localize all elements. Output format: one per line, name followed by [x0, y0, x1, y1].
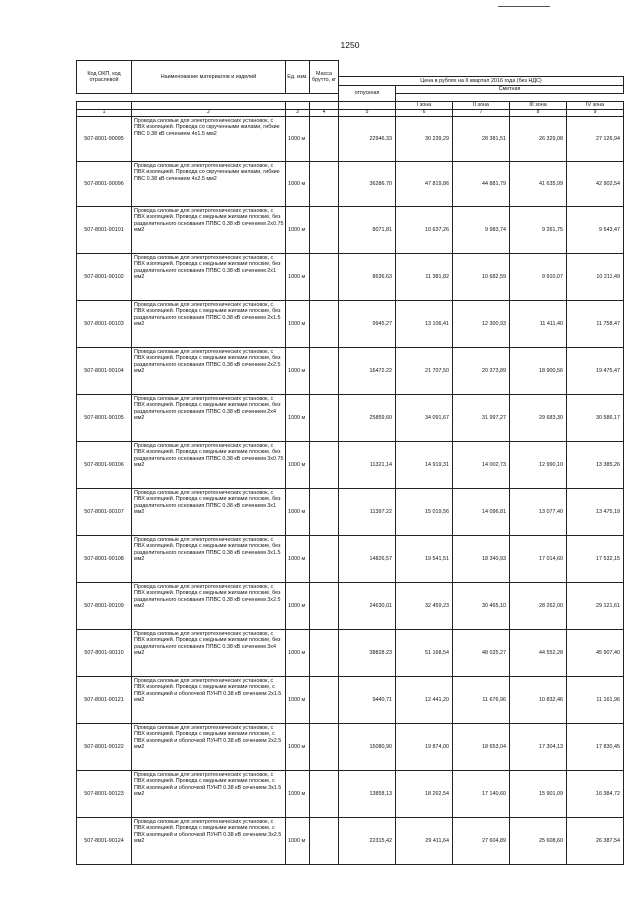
product-code: 507-8001-90121	[77, 677, 132, 724]
release-price: 8071,81	[339, 207, 396, 254]
zone4-price: 11 161,96	[567, 677, 624, 724]
col-number: 6	[396, 110, 453, 117]
table-row	[77, 395, 624, 442]
zone1-price: 18 262,54	[396, 771, 453, 818]
unit-cell: 1000 м	[286, 630, 310, 677]
zone3-price: 17 304,13	[510, 724, 567, 771]
unit-cell: 1000 м	[286, 254, 310, 301]
zone3-price: 25 608,60	[510, 818, 567, 865]
zone3-price: 11 411,40	[510, 301, 567, 348]
mass-cell	[310, 301, 339, 348]
zone2-price: 27 604,89	[453, 818, 510, 865]
product-name: Провода силовые для электротехнических установок, с ПВХ изоляцией. Провода со скрученными жилами, гибкие ПВС 0.38 кВ сечением 4х1.5 мм2	[132, 117, 286, 162]
header-zone1: I зона	[396, 102, 453, 110]
zone2-price: 18 653,04	[453, 724, 510, 771]
zone4-price: 13 385,26	[567, 442, 624, 489]
table-row	[77, 162, 624, 207]
header-unit: Ед. изм.	[286, 61, 310, 94]
zone4-price: 30 586,17	[567, 395, 624, 442]
mass-cell	[310, 818, 339, 865]
mass-cell	[310, 489, 339, 536]
unit-cell: 1000 м	[286, 489, 310, 536]
zone2-price: 12 300,93	[453, 301, 510, 348]
product-code: 507-8001-90095	[77, 117, 132, 162]
zone2-price: 20 373,89	[453, 348, 510, 395]
mass-cell	[310, 395, 339, 442]
mass-cell	[310, 162, 339, 207]
zone4-price: 17 532,15	[567, 536, 624, 583]
zone2-price: 48 025,27	[453, 630, 510, 677]
header-zone2: II зона	[453, 102, 510, 110]
unit-cell: 1000 м	[286, 771, 310, 818]
product-code: 507-8001-90107	[77, 489, 132, 536]
product-code: 507-8001-90124	[77, 818, 132, 865]
header-mass: Масса брутто, кг	[310, 61, 339, 94]
product-name: Провода силовые для электротехнических установок, с ПВХ изоляцией. Провода с медными жилами плоские, без разделительного основания ППВС 0.38 кВ сечением 3х0.75 мм2	[132, 442, 286, 489]
mass-cell	[310, 583, 339, 630]
release-price: 9945,27	[339, 301, 396, 348]
zone1-price: 51 168,54	[396, 630, 453, 677]
zone1-price: 32 459,23	[396, 583, 453, 630]
col-number: 5	[339, 110, 396, 117]
mass-cell	[310, 536, 339, 583]
zone4-price: 45 907,40	[567, 630, 624, 677]
zone2-price: 18 340,93	[453, 536, 510, 583]
product-code: 507-8001-90122	[77, 724, 132, 771]
col-number: 2	[132, 110, 286, 117]
mass-cell	[310, 348, 339, 395]
product-name: Провода силовые для электротехнических установок, с ПВХ изоляцией. Провода с медными жилами плоские, без разделительного основания ППВС 0.38 кВ сечением 3х4 мм2	[132, 630, 286, 677]
release-price: 9440,71	[339, 677, 396, 724]
zone2-price: 30 465,10	[453, 583, 510, 630]
zone4-price: 27 126,94	[567, 117, 624, 162]
zone1-price: 19 541,51	[396, 536, 453, 583]
product-code: 507-8001-90123	[77, 771, 132, 818]
header-code: Код ОКП, код отраслевой	[77, 61, 132, 94]
release-price: 22315,42	[339, 818, 396, 865]
table-row	[77, 818, 624, 865]
product-name: Провода силовые для электротехнических установок, с ПВХ изоляцией. Провода с медными жилами плоские, без разделительного основания ППВС 0.38 кВ сечением 3х1.5 мм2	[132, 536, 286, 583]
unit-cell: 1000 м	[286, 348, 310, 395]
col-number: 7	[453, 110, 510, 117]
zone4-price: 26 387,54	[567, 818, 624, 865]
zone4-price: 10 211,49	[567, 254, 624, 301]
zone2-price: 14 096,81	[453, 489, 510, 536]
product-name: Провода силовые для электротехнических установок, с ПВХ изоляцией. Провода с медными жилами плоские, с ПВХ изоляцией и оболочкой ПУНП 0.38 кВ сечением 3х2.5 мм2	[132, 818, 286, 865]
release-price: 36286.70	[339, 162, 396, 207]
unit-cell: 1000 м	[286, 583, 310, 630]
zone1-price: 30 239,29	[396, 117, 453, 162]
zone1-price: 29 411,64	[396, 818, 453, 865]
col-number: 8	[510, 110, 567, 117]
zone3-price: 41 635,99	[510, 162, 567, 207]
price-table	[76, 60, 624, 865]
zone4-price: 13 475,19	[567, 489, 624, 536]
zone3-price: 12 990,10	[510, 442, 567, 489]
unit-cell: 1000 м	[286, 395, 310, 442]
table-row	[77, 724, 624, 771]
table-row	[77, 207, 624, 254]
product-code: 507-8001-90109	[77, 583, 132, 630]
product-code: 507-8001-90105	[77, 395, 132, 442]
table-row	[77, 536, 624, 583]
product-name: Провода силовые для электротехнических установок, с ПВХ изоляцией. Провода с медными жилами плоские, с ПВХ изоляцией и оболочкой ПУНП 0.38 кВ сечением 3х1.5 мм2	[132, 771, 286, 818]
table-row	[77, 583, 624, 630]
product-code: 507-8001-90106	[77, 442, 132, 489]
header-name: Наименование материалов и изделий	[132, 61, 286, 94]
top-rule	[498, 6, 550, 7]
zone4-price: 11 758,47	[567, 301, 624, 348]
zone3-price: 29 683,30	[510, 395, 567, 442]
product-name: Провода силовые для электротехнических установок, с ПВХ изоляцией. Провода с медными жилами плоские, без разделительного основания ППВС 0.38 кВ сечением 2х4 мм2	[132, 395, 286, 442]
product-name: Провода силовые для электротехнических установок, с ПВХ изоляцией. Провода с медными жилами плоские, с ПВХ изоляцией и оболочкой ПУНП 0.38 кВ сечением 2х1.5 мм2	[132, 677, 286, 724]
unit-cell: 1000 м	[286, 117, 310, 162]
release-price: 11397.22	[339, 489, 396, 536]
product-name: Провода силовые для электротехнических установок, с ПВХ изоляцией. Провода с медными жилами плоские, без разделительного основания ППВС 0.38 кВ сечением 2х1 мм2	[132, 254, 286, 301]
product-code: 507-8001-90103	[77, 301, 132, 348]
table-row	[77, 348, 624, 395]
unit-cell: 1000 м	[286, 301, 310, 348]
zone3-price: 17 014,60	[510, 536, 567, 583]
zone1-price: 12 441,20	[396, 677, 453, 724]
zone2-price: 14 002,73	[453, 442, 510, 489]
product-name: Провода силовые для электротехнических установок, с ПВХ изоляцией. Провода со скрученными жилами, гибкие ПВС 0.38 кВ сечением 4х2.5 мм2	[132, 162, 286, 207]
header-zone4: IV зона	[567, 102, 624, 110]
zone3-price: 13 077,40	[510, 489, 567, 536]
table-row	[77, 254, 624, 301]
unit-cell: 1000 м	[286, 677, 310, 724]
product-name: Провода силовые для электротехнических установок, с ПВХ изоляцией. Провода с медными жилами плоские, без разделительного основания ППВС 0.38 кВ сечением 3х1 мм2	[132, 489, 286, 536]
mass-cell	[310, 677, 339, 724]
zone4-price: 9 543,47	[567, 207, 624, 254]
zone3-price: 28 262,00	[510, 583, 567, 630]
table-row	[77, 442, 624, 489]
product-name: Провода силовые для электротехнических установок, с ПВХ изоляцией. Провода с медными жилами плоские, без разделительного основания ППВС 0.38 кВ сечением 2х0.75 мм2	[132, 207, 286, 254]
zone2-price: 44 881,79	[453, 162, 510, 207]
release-price: 15080,90	[339, 724, 396, 771]
zone1-price: 14 919,31	[396, 442, 453, 489]
header-zone3: III зона	[510, 102, 567, 110]
product-code: 507-8001-90101	[77, 207, 132, 254]
release-price: 13858,13	[339, 771, 396, 818]
col-number: 9	[567, 110, 624, 117]
zone1-price: 21 707,50	[396, 348, 453, 395]
table-row	[77, 630, 624, 677]
unit-cell: 1000 м	[286, 442, 310, 489]
unit-cell: 1000 м	[286, 536, 310, 583]
col-number: 4	[310, 110, 339, 117]
release-price: 38828.23	[339, 630, 396, 677]
unit-cell: 1000 м	[286, 162, 310, 207]
zone3-price: 44 552,28	[510, 630, 567, 677]
release-price: 11321,14	[339, 442, 396, 489]
release-price: 22946.33	[339, 117, 396, 162]
mass-cell	[310, 117, 339, 162]
release-price: 8636.63	[339, 254, 396, 301]
zone1-price: 11 381,82	[396, 254, 453, 301]
unit-cell: 1000 м	[286, 818, 310, 865]
table-row	[77, 301, 624, 348]
header-blank	[339, 61, 624, 77]
product-code: 507-8001-90096	[77, 162, 132, 207]
header-release: отпускная	[339, 86, 396, 102]
zone4-price: 19 475,47	[567, 348, 624, 395]
release-price: 24630,01	[339, 583, 396, 630]
release-price: 14826,57	[339, 536, 396, 583]
product-code: 507-8001-90108	[77, 536, 132, 583]
table-row	[77, 677, 624, 724]
unit-cell: 1000 м	[286, 207, 310, 254]
zone4-price: 17 830,45	[567, 724, 624, 771]
col-number: 3	[286, 110, 310, 117]
zone4-price: 42 902,54	[567, 162, 624, 207]
zone2-price: 11 676,96	[453, 677, 510, 724]
product-code: 507-8001-90102	[77, 254, 132, 301]
zone3-price: 18 900,56	[510, 348, 567, 395]
zone4-price: 29 121,61	[567, 583, 624, 630]
zone3-price: 10 832,46	[510, 677, 567, 724]
mass-cell	[310, 771, 339, 818]
zone3-price: 26 329,08	[510, 117, 567, 162]
zone3-price: 9 910,07	[510, 254, 567, 301]
product-name: Провода силовые для электротехнических установок, с ПВХ изоляцией. Провода с медными жилами плоские, без разделительного основания ППВС 0.38 кВ сечением 3х2.5 мм2	[132, 583, 286, 630]
zone1-price: 19 874,00	[396, 724, 453, 771]
release-price: 16472.22	[339, 348, 396, 395]
zone2-price: 17 140,60	[453, 771, 510, 818]
zone1-price: 10 637,26	[396, 207, 453, 254]
zone1-price: 47 819,86	[396, 162, 453, 207]
table-row	[77, 771, 624, 818]
zone2-price: 9 983,74	[453, 207, 510, 254]
mass-cell	[310, 254, 339, 301]
zone1-price: 13 106,41	[396, 301, 453, 348]
product-code: 507-8001-90110	[77, 630, 132, 677]
unit-cell: 1000 м	[286, 724, 310, 771]
mass-cell	[310, 207, 339, 254]
zone2-price: 31 997,27	[453, 395, 510, 442]
zone3-price: 15 901,09	[510, 771, 567, 818]
zone2-price: 28 381,51	[453, 117, 510, 162]
header-price-title: Цена в рублях на II квартал 2016 года (без НДС)	[339, 77, 624, 86]
product-code: 507-8001-90104	[77, 348, 132, 395]
product-name: Провода силовые для электротехнических установок, с ПВХ изоляцией. Провода с медными жилами плоские, с ПВХ изоляцией и оболочкой ПУНП 0.38 кВ сечением 2х2.5 мм2	[132, 724, 286, 771]
mass-cell	[310, 724, 339, 771]
table-row	[77, 117, 624, 162]
mass-cell	[310, 442, 339, 489]
page-number: 1250	[340, 40, 360, 50]
col-number: 1	[77, 110, 132, 117]
table-row	[77, 489, 624, 536]
mass-cell	[310, 630, 339, 677]
zone4-price: 16 384,72	[567, 771, 624, 818]
zone1-price: 15 019,56	[396, 489, 453, 536]
header-estimate: Сметная	[396, 86, 624, 94]
zone3-price: 9 261,75	[510, 207, 567, 254]
release-price: 25859,60	[339, 395, 396, 442]
product-name: Провода силовые для электротехнических установок, с ПВХ изоляцией. Провода с медными жилами плоские, без разделительного основания ППВС 0.38 кВ сечением 2х2.5 мм2	[132, 348, 286, 395]
product-name: Провода силовые для электротехнических установок, с ПВХ изоляцией. Провода с медными жилами плоские, без разделительного основания ППВС 0.38 кВ сечением 2х1.5 мм2	[132, 301, 286, 348]
zone1-price: 34 091,67	[396, 395, 453, 442]
zone2-price: 10 682,59	[453, 254, 510, 301]
